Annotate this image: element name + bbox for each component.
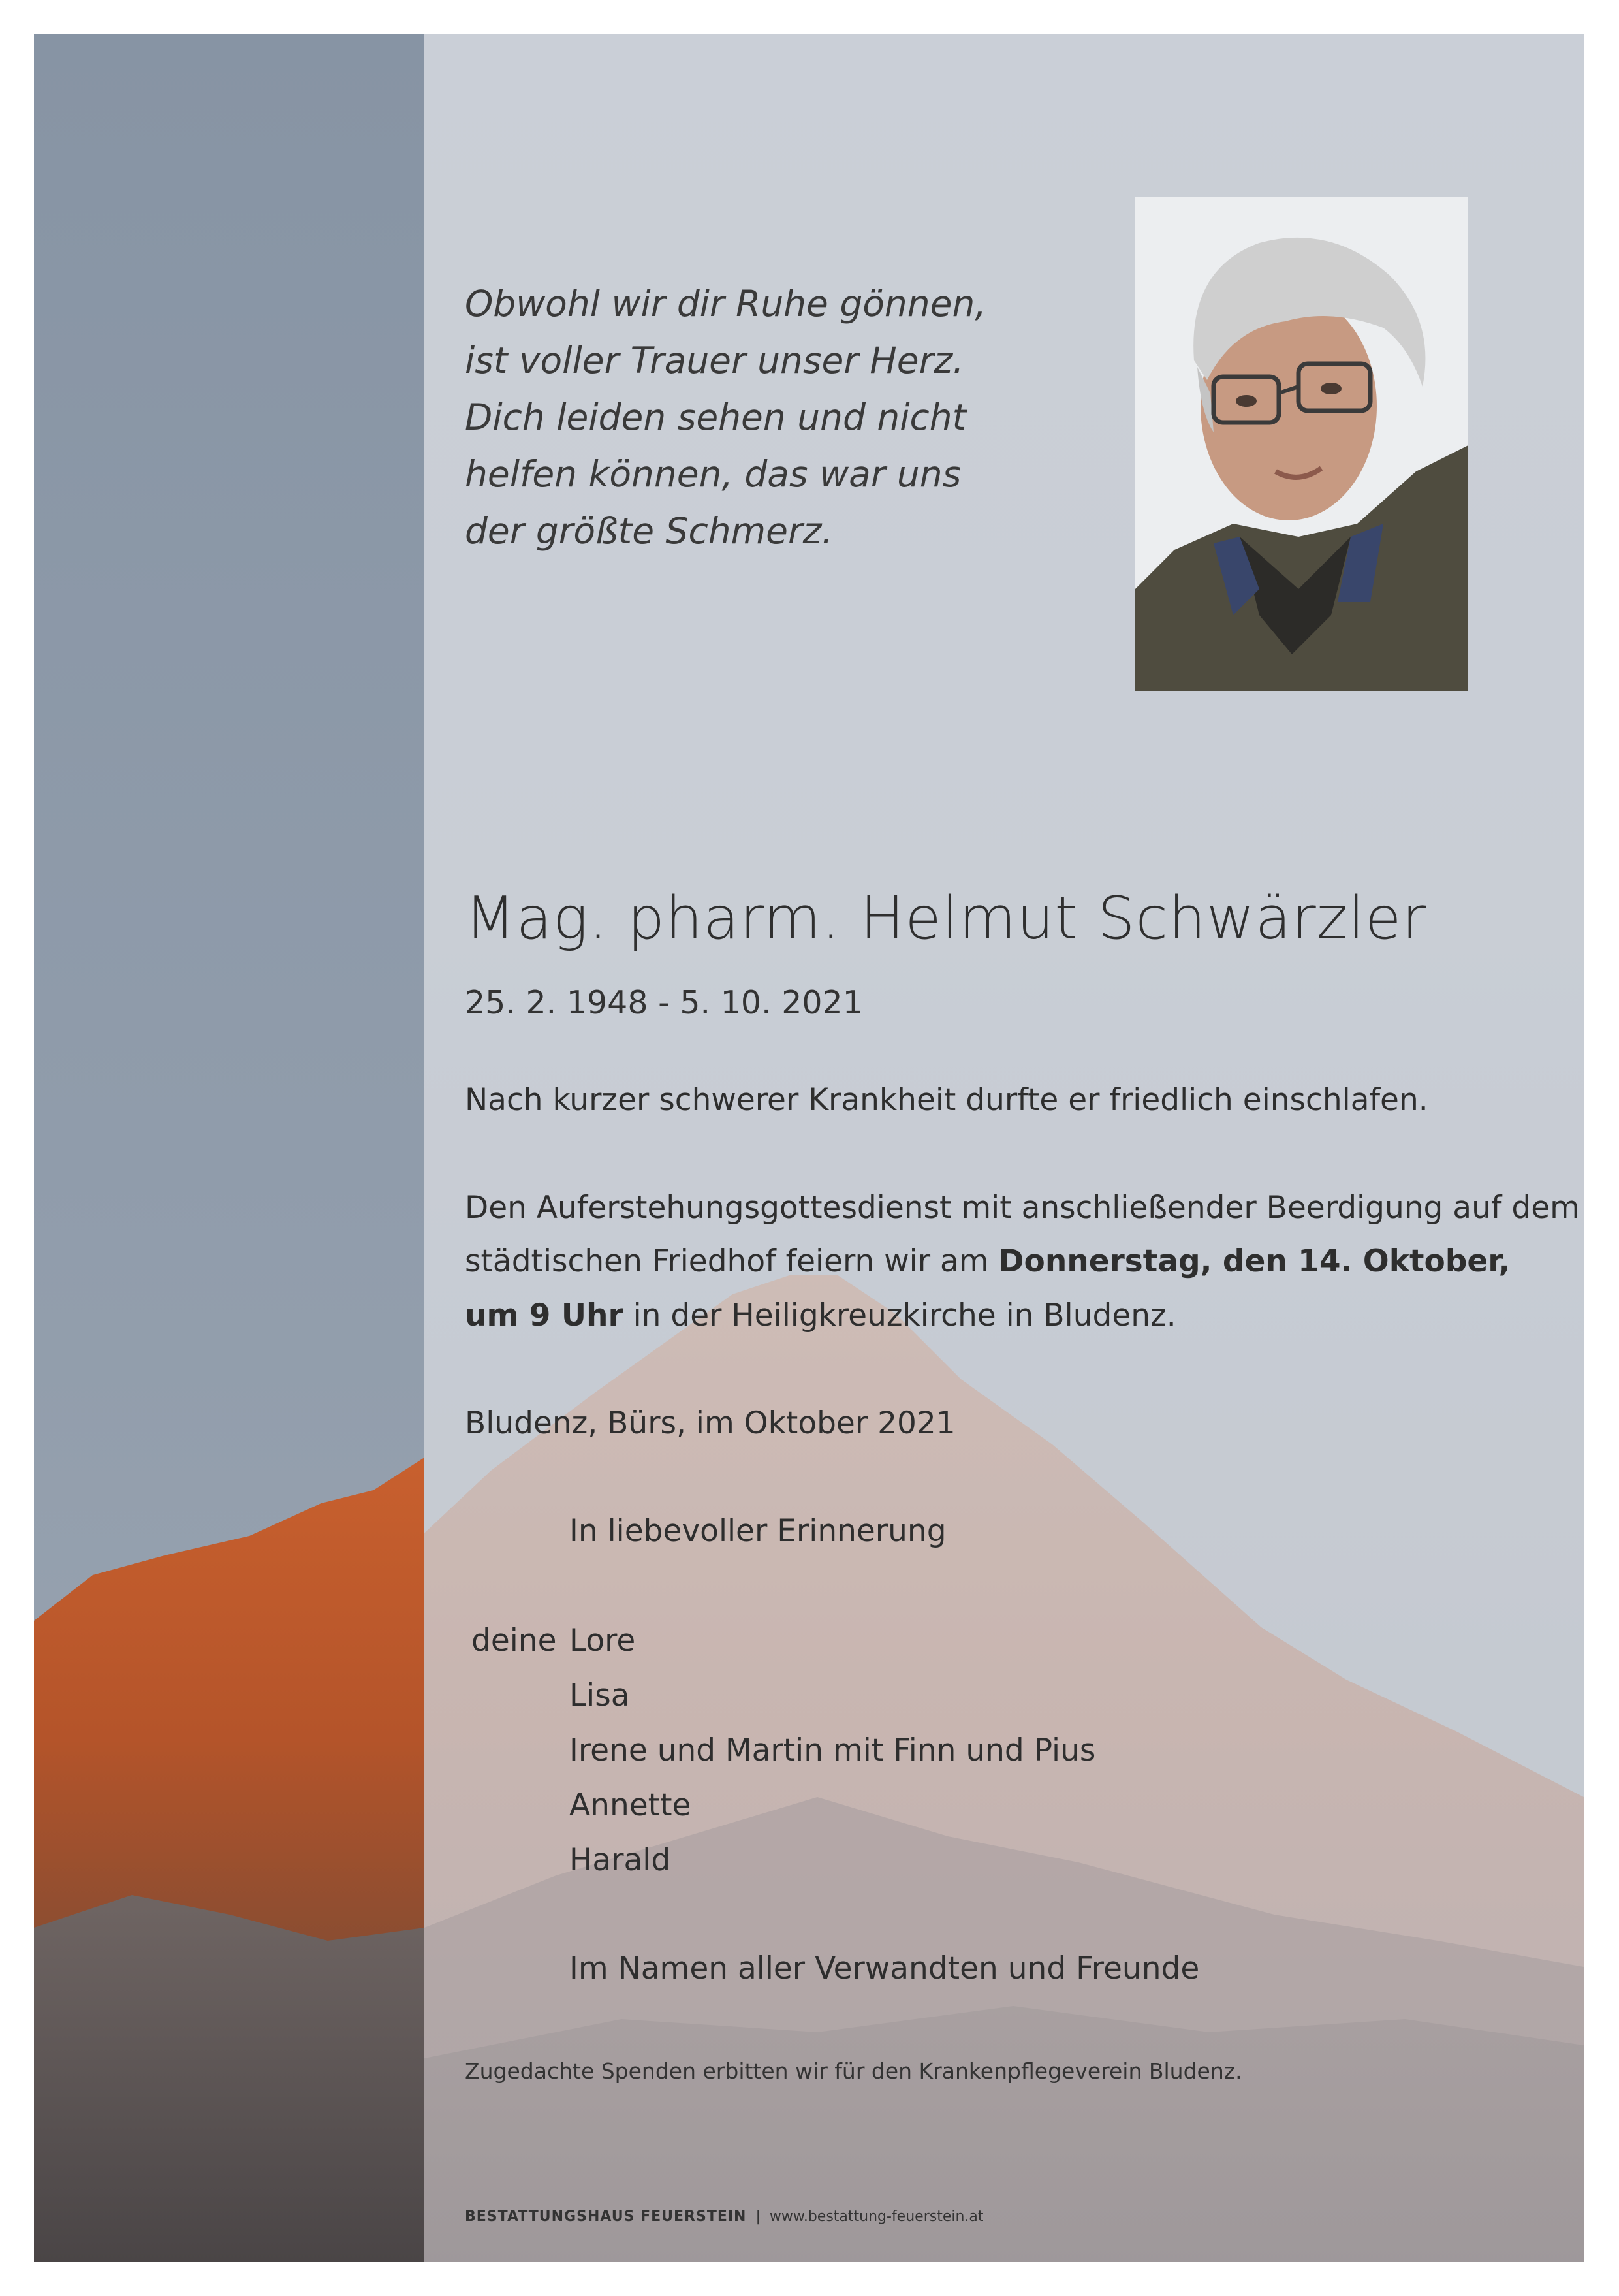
service-date: Donnerstag, den 14. Oktober, — [998, 1243, 1511, 1279]
family-prefix: deine — [471, 1623, 557, 1659]
footer-separator: | — [755, 2208, 761, 2225]
footer — [465, 2208, 984, 2225]
service-line-1: Den Auferstehungsgottesdienst mit anschließender Beerdigung auf dem — [465, 1190, 1580, 1226]
family-member: Irene und Martin mit Finn und Pius — [569, 1732, 1096, 1768]
remembrance-line: In liebevoller Erinnerung — [569, 1513, 947, 1549]
service-line-2 — [465, 1243, 1510, 1279]
service-line-3 — [465, 1298, 1176, 1333]
family-member: Annette — [569, 1787, 691, 1823]
poem — [465, 276, 986, 560]
service-location: in der Heiligkreuzkirche in Bludenz. — [623, 1298, 1176, 1333]
deceased-name: Mag. pharm. Helmut Schwärzler — [465, 884, 1427, 953]
poem-line: helfen können, das war uns — [465, 453, 962, 495]
poem-line: Obwohl wir dir Ruhe gönnen, — [465, 283, 986, 325]
life-dates: 25. 2. 1948 - 5. 10. 2021 — [465, 984, 863, 1021]
donation-note: Zugedachte Spenden erbitten wir für den Krankenpflegeverein Bludenz. — [465, 2058, 1242, 2084]
family-member: Harald — [569, 1842, 671, 1878]
place-date: Bludenz, Bürs, im Oktober 2021 — [465, 1405, 956, 1441]
family-member: Lisa — [569, 1678, 630, 1714]
portrait-photo — [1135, 197, 1468, 691]
poem-line: Dich leiden sehen und nicht — [465, 396, 967, 438]
portrait-illustration — [1135, 197, 1468, 691]
family-member: Lore — [569, 1623, 636, 1659]
passing-message: Nach kurzer schwerer Krankheit durfte er friedlich einschlafen. — [465, 1082, 1428, 1118]
obituary-sheet — [34, 34, 1584, 2262]
service-time: um 9 Uhr — [465, 1298, 623, 1333]
poem-line: ist voller Trauer unser Herz. — [465, 340, 964, 381]
funeral-home-website[interactable]: www.bestattung-feuerstein.at — [769, 2208, 984, 2225]
funeral-home-name: BESTATTUNGSHAUS FEUERSTEIN — [465, 2208, 747, 2225]
service-line-2-text: städtischen Friedhof feiern wir am — [465, 1243, 999, 1279]
family-closing: Im Namen aller Verwandten und Freunde — [569, 1951, 1200, 1986]
poem-line: der größte Schmerz. — [465, 510, 833, 552]
